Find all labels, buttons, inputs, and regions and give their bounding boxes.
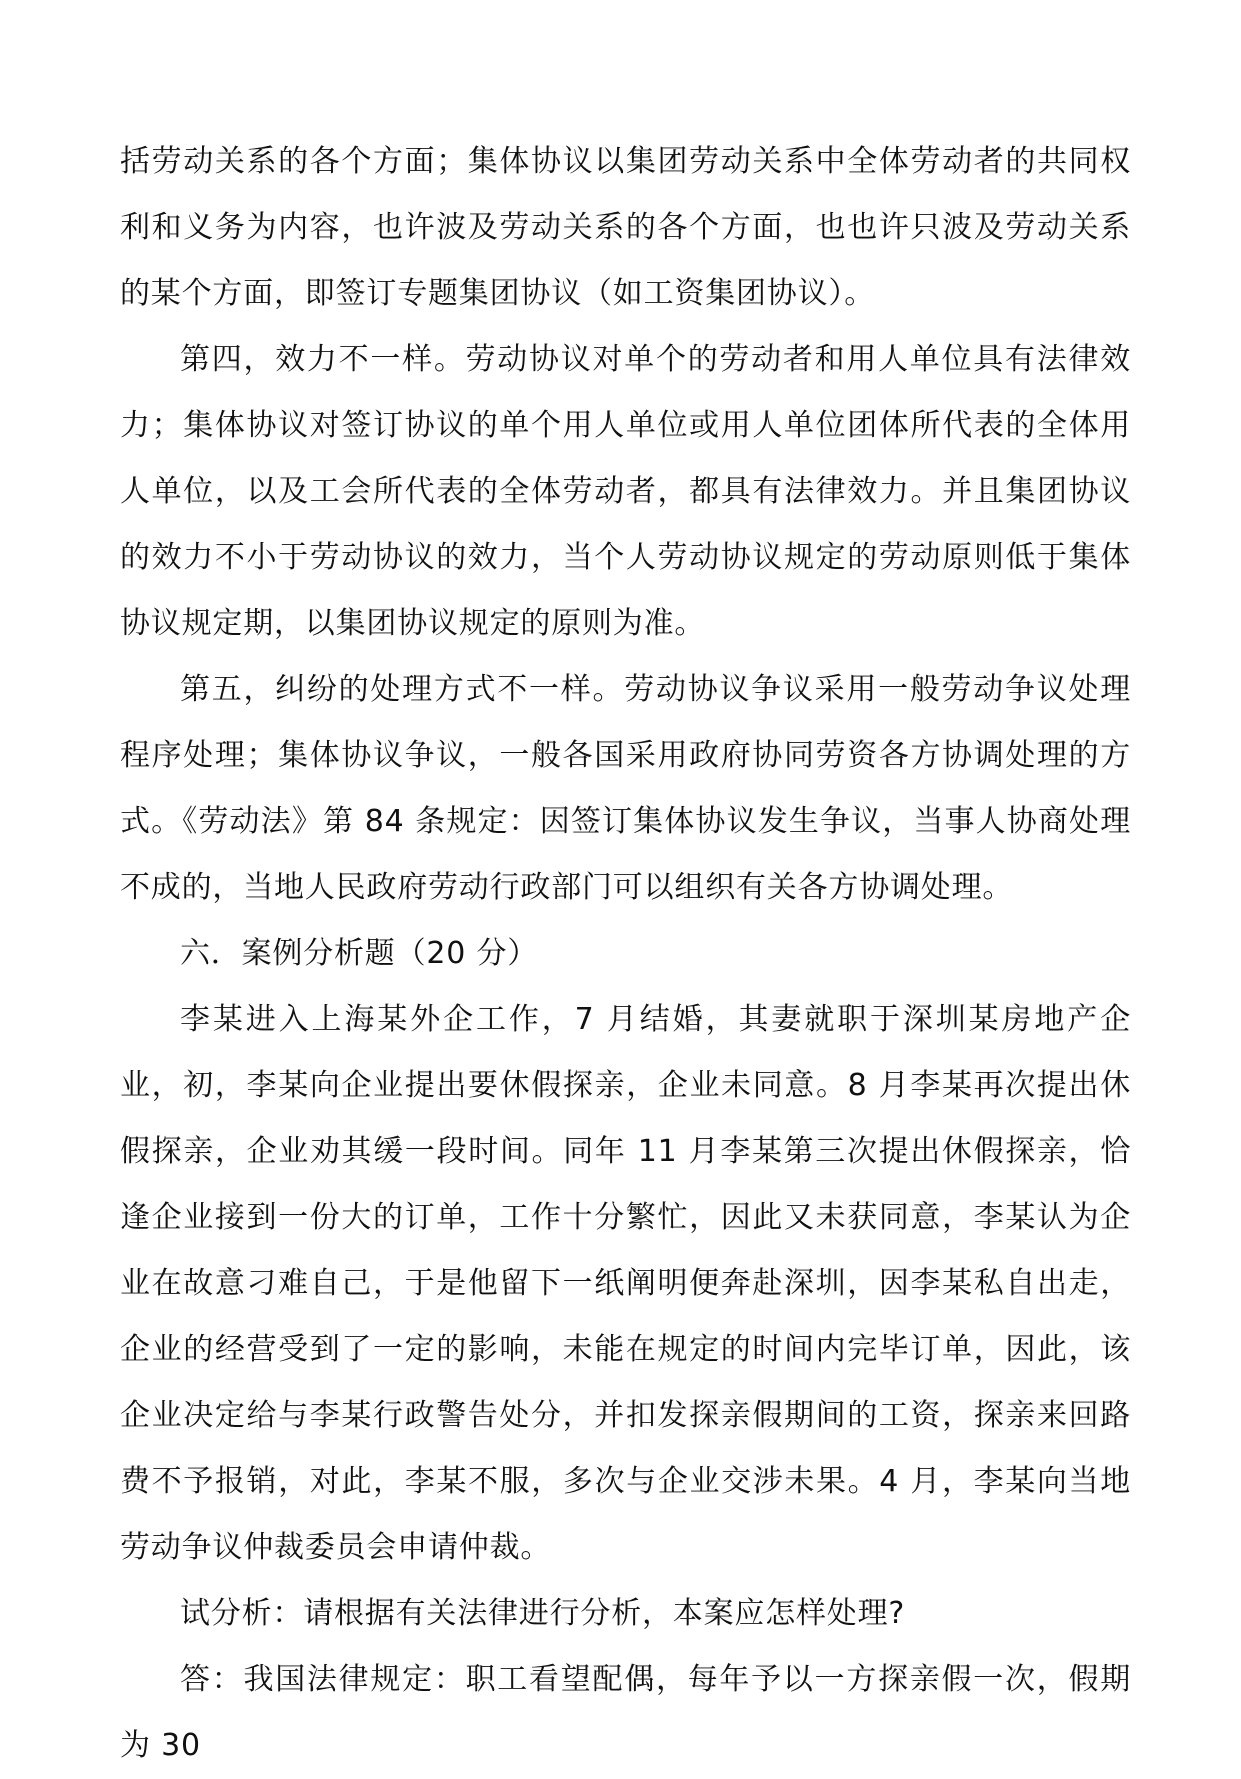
paragraph-question: 试分析：请根据有关法律进行分析，本案应怎样处理? xyxy=(180,1596,906,1631)
document-body xyxy=(120,129,1131,1779)
paragraph-fourth-effect: 第四，效力不一样。劳动协议对单个的劳动者和用人单位具有法律效力；集体协议对签订协议的单个用人单位或用人单位团体所代表的全体用人单位，以及工会所代表的全体劳动者，都具有法律效力。并且集团协议的效力不小于劳动协议的效力，当个人劳动协议规定的劳动原则低于集体协议规定期，以集团协议规定的原则为准。 xyxy=(120,342,1131,641)
paragraph-fifth-dispute: 第五，纠纷的处理方式不一样。劳动协议争议采用一般劳动争议处理程序处理；集体协议争议，一般各国采用政府协同劳资各方协调处理的方式。《劳动法》第 84 条规定：因签订集体协议发生争议，当事人协商处理不成的，当地人民政府劳动行政部门可以组织有关各方协调处理。 xyxy=(120,672,1131,905)
paragraph-answer: 答：我国法律规定：职工看望配偶，每年予以一方探亲假一次，假期为 30 xyxy=(120,1662,1131,1763)
section-heading-case-analysis: 六．案例分析题（20 分） xyxy=(180,936,539,971)
paragraph-labor-relations-continuation: 括劳动关系的各个方面；集体协议以集团劳动关系中全体劳动者的共同权利和义务为内容，也许波及劳动关系的各个方面，也也许只波及劳动关系的某个方面，即签订专题集团协议（如工资集团协议）。 xyxy=(120,144,1131,311)
paragraph-case-description: 李某进入上海某外企工作，7 月结婚，其妻就职于深圳某房地产企业，初，李某向企业提出要休假探亲，企业未同意。8 月李某再次提出休假探亲，企业劝其缓一段时间。同年 11 月李某第三次提出休假探亲，恰逢企业接到一份大的订单，工作十分繁忙，因此又未获同意，李某认为企业在故意刁难自己，于是他留下一纸阐明便奔赴深圳，因李某私自出走，企业的经营受到了一定的影响，未能在规定的时间内完毕订单，因此，该企业决定给与李某行政警告处分，并扣发探亲假期间的工资，探亲来回路费不予报销，对此，李某不服，多次与企业交涉未果。4 月，李某向当地劳动争议仲裁委员会申请仲裁。 xyxy=(120,1002,1131,1565)
